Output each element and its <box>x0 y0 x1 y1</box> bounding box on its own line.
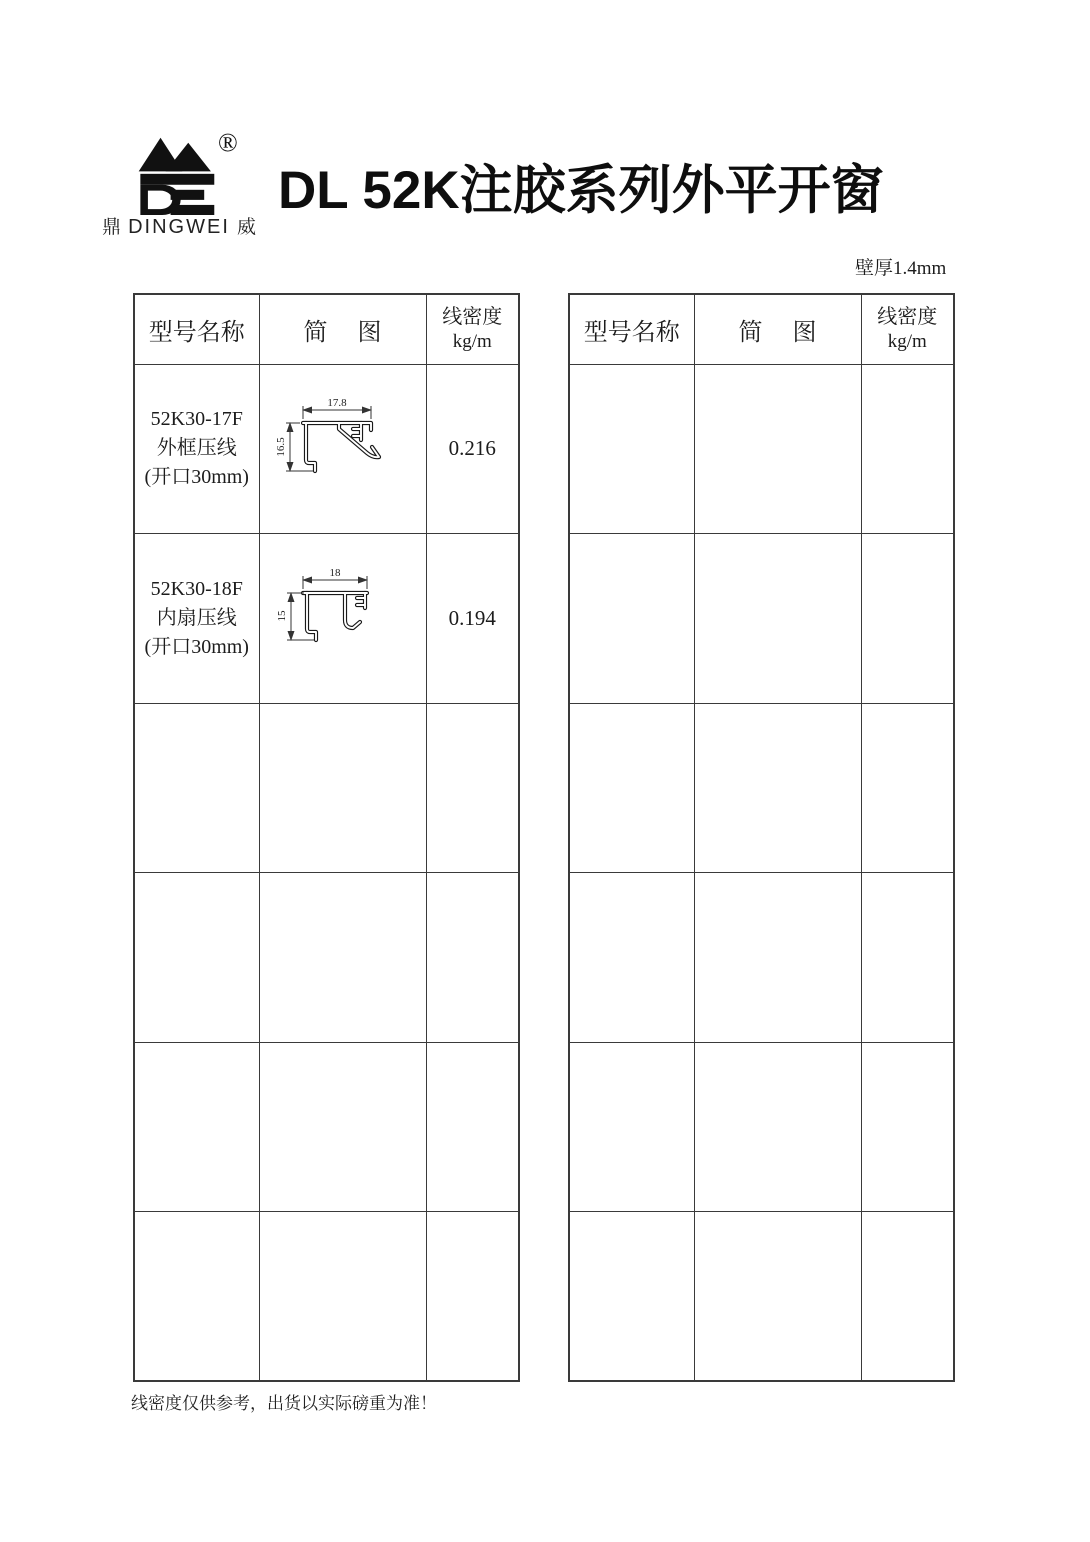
col-header-density <box>426 294 519 364</box>
logo-letter-e-mid-bar <box>171 190 205 200</box>
empty-cell <box>694 364 861 534</box>
table-row <box>569 534 954 704</box>
empty-cell <box>569 873 694 1043</box>
density-cell: 0.194 <box>426 534 519 704</box>
empty-cell <box>426 1212 519 1382</box>
empty-cell <box>259 1042 426 1212</box>
empty-cell <box>861 1212 954 1382</box>
empty-cell <box>569 1042 694 1212</box>
density-cell: 0.216 <box>426 364 519 534</box>
table-row <box>134 873 519 1043</box>
empty-cell <box>569 703 694 873</box>
empty-cell <box>426 1042 519 1212</box>
page-title: DL 52K注胶系列外平开窗 <box>278 161 884 220</box>
empty-cell <box>694 873 861 1043</box>
left-spec-table <box>133 293 520 1382</box>
empty-cell <box>134 1042 259 1212</box>
table-row <box>569 1212 954 1382</box>
right-spec-table <box>568 293 955 1382</box>
side-dim-label: 16.5 <box>274 437 287 457</box>
empty-cell <box>861 703 954 873</box>
dingwei-logo-icon <box>137 131 221 215</box>
header-row <box>134 294 519 364</box>
empty-cell <box>694 1212 861 1382</box>
profile-diagram-cell <box>259 364 426 534</box>
logo-letter-d-counter <box>148 191 172 209</box>
empty-cell <box>426 873 519 1043</box>
model-code: 52K30-18F <box>150 577 243 600</box>
table-row <box>134 703 519 873</box>
model-desc: 内扇压线 <box>156 606 237 629</box>
empty-cell <box>569 364 694 534</box>
profile-diagram-cell <box>259 534 426 704</box>
brand-latin: DINGWEI <box>128 216 230 238</box>
top-dim-label: 17.8 <box>326 397 347 410</box>
model-code: 52K30-17F <box>150 408 243 431</box>
profile-outline <box>303 593 367 640</box>
wall-thickness-note: 壁厚1.4mm <box>855 258 947 279</box>
empty-cell <box>569 1212 694 1382</box>
empty-cell <box>694 534 861 704</box>
col-header-model: 型号名称 <box>134 294 259 364</box>
empty-cell <box>259 1212 426 1382</box>
brand-cjk-right: 威 <box>236 217 256 238</box>
col-header-density-line2: kg/m <box>887 331 927 353</box>
empty-cell <box>134 873 259 1043</box>
table-row <box>134 534 519 704</box>
empty-cell <box>134 703 259 873</box>
model-opening: (开口30mm) <box>144 635 249 658</box>
header-row <box>569 294 954 364</box>
empty-cell <box>861 534 954 704</box>
empty-cell <box>694 703 861 873</box>
profile-diagram-52k30-18f <box>273 565 413 667</box>
model-opening: (开口30mm) <box>144 466 249 489</box>
empty-cell <box>259 873 426 1043</box>
registered-trademark-icon: ® <box>218 128 238 157</box>
model-desc: 外框压线 <box>156 437 237 460</box>
model-name-cell <box>134 534 259 704</box>
col-header-density-line1: 线密度 <box>442 306 503 329</box>
footer-note: 线密度仅供参考，出货以实际磅重为准！ <box>131 1394 437 1413</box>
col-header-diagram: 简 图 <box>259 294 426 364</box>
empty-cell <box>861 873 954 1043</box>
table-row <box>569 873 954 1043</box>
profile-diagram-52k30-17f <box>273 395 413 497</box>
empty-cell <box>426 703 519 873</box>
table-row <box>134 1212 519 1382</box>
empty-cell <box>861 1042 954 1212</box>
col-header-model: 型号名称 <box>569 294 694 364</box>
logo-top-bar <box>140 174 214 185</box>
empty-cell <box>569 534 694 704</box>
table-row <box>569 703 954 873</box>
model-name-cell <box>134 364 259 534</box>
profile-wall-fill <box>303 423 379 471</box>
empty-cell <box>134 1212 259 1382</box>
empty-cell <box>861 364 954 534</box>
brand-name <box>102 212 256 239</box>
side-dim-label: 15 <box>275 610 288 622</box>
brand-cjk-left: 鼎 <box>102 217 122 238</box>
table-row <box>134 364 519 534</box>
empty-cell <box>694 1042 861 1212</box>
col-header-density-line1: 线密度 <box>877 306 938 329</box>
empty-cell <box>259 703 426 873</box>
table-row <box>569 364 954 534</box>
col-header-density-line2: kg/m <box>452 331 492 353</box>
col-header-density <box>861 294 954 364</box>
table-row <box>134 1042 519 1212</box>
top-dim-label: 18 <box>329 566 340 579</box>
col-header-diagram: 简 图 <box>694 294 861 364</box>
table-row <box>569 1042 954 1212</box>
